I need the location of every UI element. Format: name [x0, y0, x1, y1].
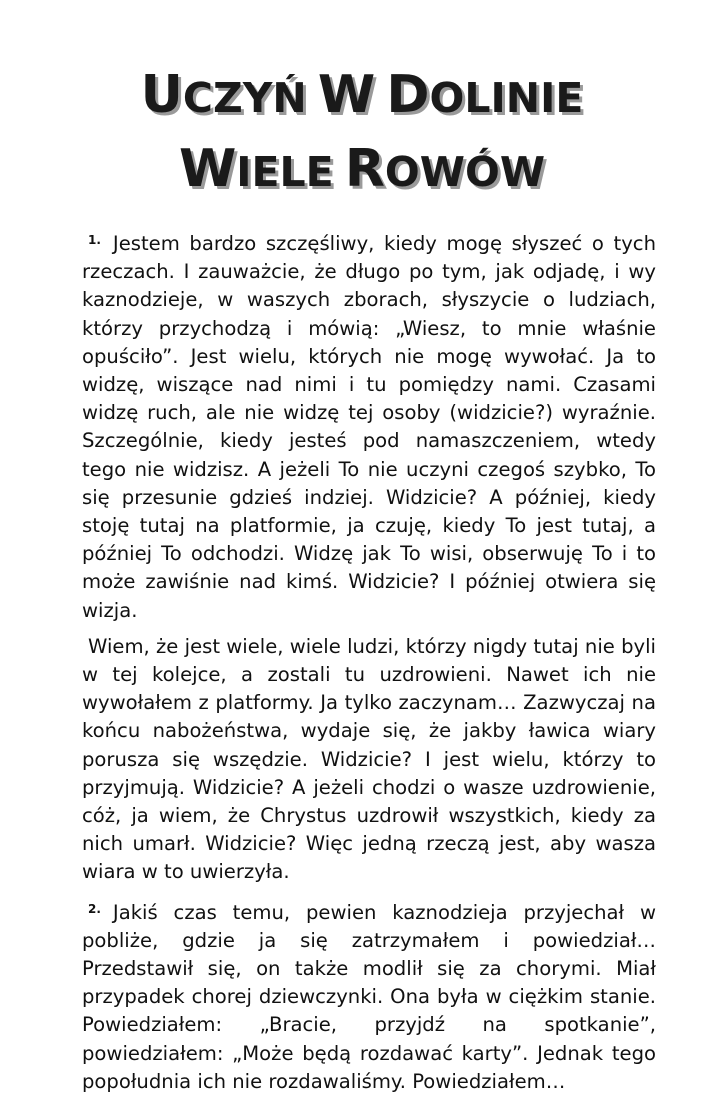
paragraph-number: 2. [88, 901, 101, 916]
paragraph-text: Jestem bardzo szczęśliwy, kiedy mogę słyszeć o tych rzeczach. I zauważcie, że długo po tym, jak odjadę, i wy kaznodzieje, w waszych zborach, słyszycie o ludziach, którzy przychodzą i mówią: „Wiesz, to mnie właśnie opuściło”. Jest wielu, których nie mogę wywołać. Ja to widzę, wiszące nad nimi i tu pomiędzy nami. Czasami widzę ruch, ale nie widzę tej osoby (widzicie?) wyraźnie. Szczególnie, kiedy jesteś pod namaszczeniem, wtedy tego nie widzisz. A jeżeli To nie uczyni czegoś szybko, To się przesunie gdzieś indziej. Widzicie? A później, kiedy stoję tutaj na platformie, ja czuję, kiedy To jest tutaj, a później To odchodzi. Widzę jak To wisi, obserwuję To i to może zawiśnie nad kimś. Widzicie? I później otwiera się wizja. [82, 232, 656, 622]
paragraph-text: Jakiś czas temu, pewien kaznodzieja przyjechał w pobliże, gdzie ja się zatrzymałem i powiedział… Przedstawił się, on także modlił się za chorymi. Miał przypadek chorej dziewczynki. Ona była w ciężkim stanie. Powiedziałem: „Bracie, przyjdź na spotkanie”, powiedziałem: „Może będą rozdawać karty”. Jednak tego popołudnia ich nie rozdawaliśmy. Powiedziałem… [82, 900, 656, 1093]
title-line-2 [0, 135, 724, 209]
page-title [0, 61, 724, 209]
title-line-1 [0, 61, 724, 135]
paragraph [82, 633, 656, 887]
body-text [82, 226, 656, 1104]
paragraph-text: Wiem, że jest wiele, wiele ludzi, którzy nigdy tutaj nie byli w tej kolejce, a zostali tu uzdrowieni. Nawet ich nie wywołałem z platformy. Ja tylko zaczynam… Zazwyczaj na końcu nabożeństwa, wydaje się, że jakby ławica wiary porusza się wszędzie. Widzicie? I jest wielu, którzy to przyjmują. Widzicie? A jeżeli chodzi o wasze uzdrowienie, cóż, ja wiem, że Chrystus uzdrowił wszystkich, kiedy za nich umarł. Widzicie? Więc jedną rzeczą jest, aby wasza wiara w to uwierzyła. [82, 634, 656, 884]
title-word: ROWÓW [344, 139, 546, 200]
title-word: W [317, 65, 376, 126]
paragraph [82, 226, 656, 625]
title-word: DOLINIE [386, 65, 584, 126]
paragraph-number: 1. [88, 233, 101, 247]
title-word: UCZYŃ [140, 65, 307, 126]
title-word: WIELE [178, 139, 334, 200]
paragraph [82, 895, 656, 1096]
